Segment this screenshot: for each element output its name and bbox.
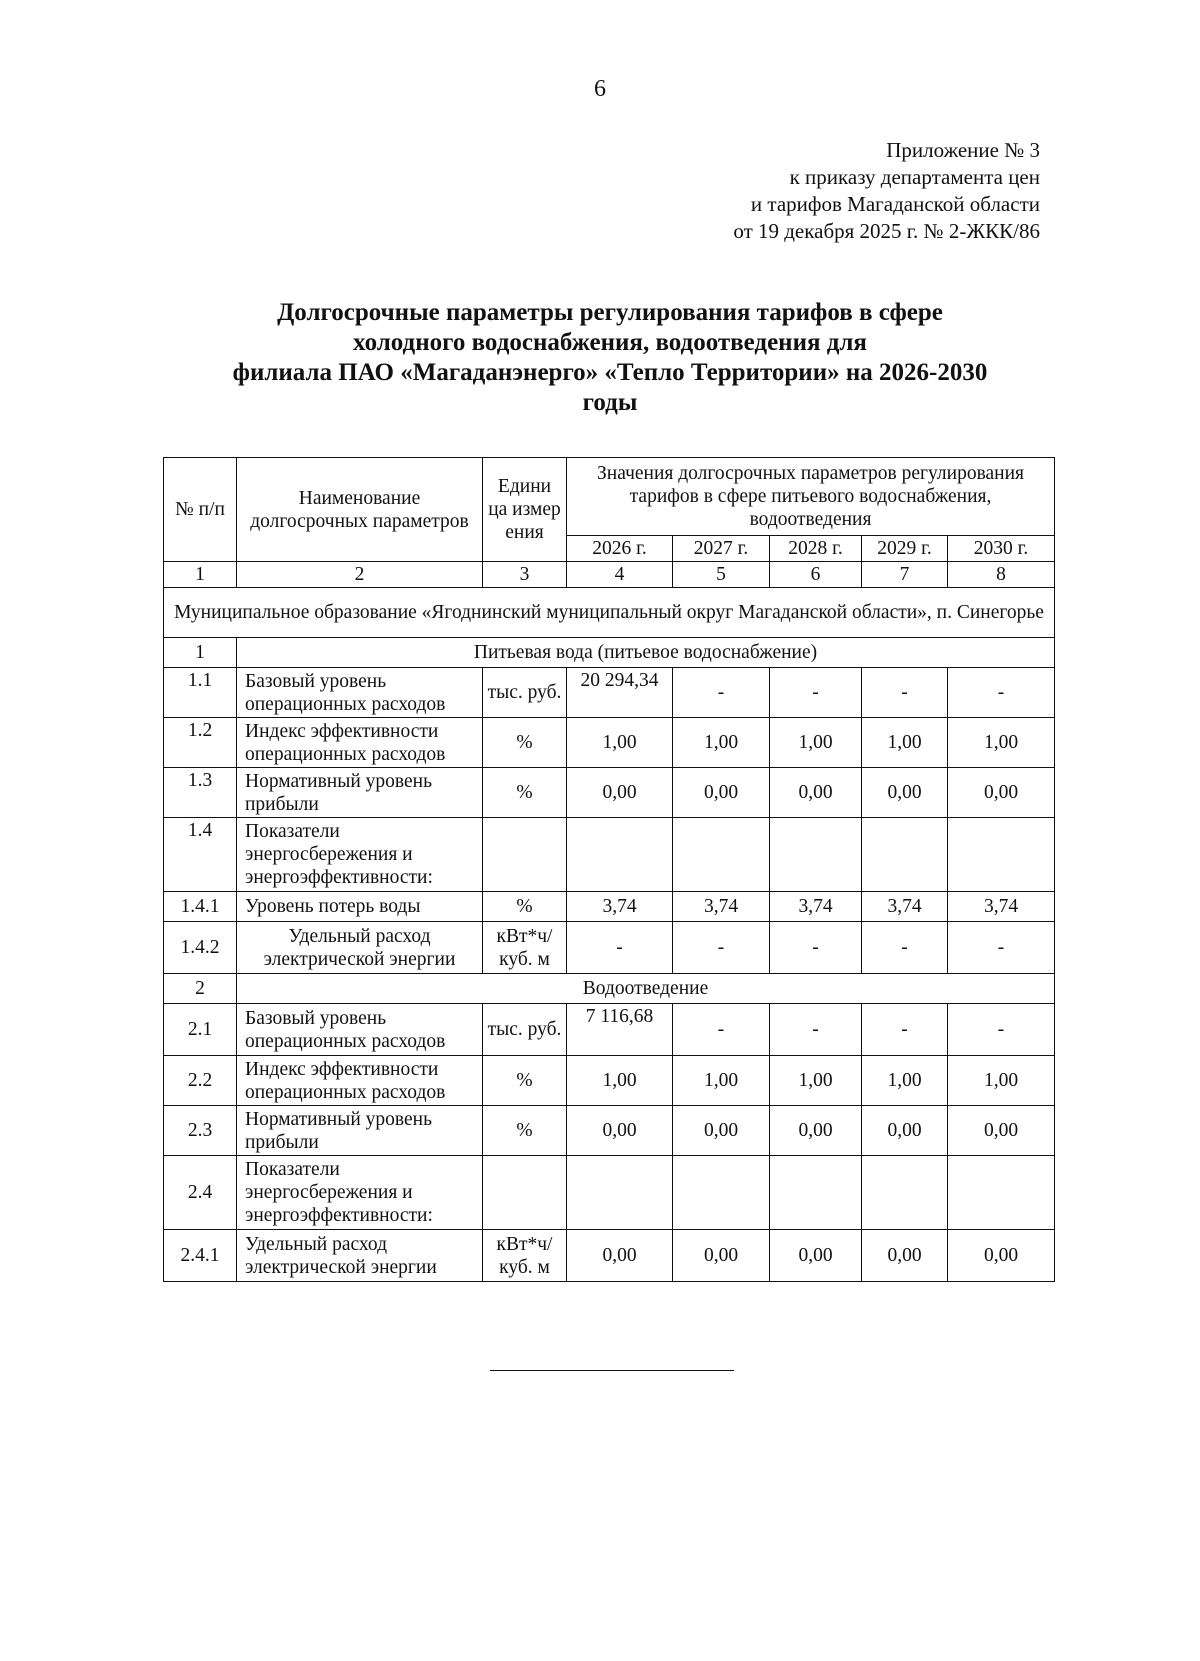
row-unit <box>483 1156 567 1230</box>
row-name: Базовый уровень операционных расходов <box>237 668 483 718</box>
row-value: 0,00 <box>948 1230 1055 1282</box>
row-value: - <box>862 922 948 974</box>
header-num: № п/п <box>164 458 237 562</box>
row-value: 0,00 <box>770 1230 862 1282</box>
appendix-block <box>733 137 1040 245</box>
header-year: 2026 г. <box>567 536 673 562</box>
table-row <box>164 718 1055 768</box>
column-number: 8 <box>948 562 1055 588</box>
row-value: 1,00 <box>948 718 1055 768</box>
row-unit: кВт*ч/ куб. м <box>483 1230 567 1282</box>
table-row <box>164 1056 1055 1106</box>
header-year: 2027 г. <box>673 536 770 562</box>
row-value: 1,00 <box>673 718 770 768</box>
table-row <box>164 922 1055 974</box>
row-value: 0,00 <box>673 1230 770 1282</box>
row-value: 1,00 <box>567 1056 673 1106</box>
row-num: 1.3 <box>164 768 237 818</box>
row-value: 0,00 <box>673 768 770 818</box>
row-unit: % <box>483 768 567 818</box>
row-unit: % <box>483 1106 567 1156</box>
row-value <box>673 1156 770 1230</box>
row-value: - <box>673 668 770 718</box>
appendix-line: и тарифов Магаданской области <box>750 192 1040 216</box>
row-value: - <box>770 922 862 974</box>
column-number: 4 <box>567 562 673 588</box>
column-number: 3 <box>483 562 567 588</box>
table-row <box>164 1106 1055 1156</box>
row-num: 2.1 <box>164 1004 237 1056</box>
row-value: 0,00 <box>567 768 673 818</box>
row-value: 3,74 <box>770 892 862 922</box>
row-num: 2.4.1 <box>164 1230 237 1282</box>
table-row <box>164 1230 1055 1282</box>
header-year: 2029 г. <box>862 536 948 562</box>
row-value: 1,00 <box>673 1056 770 1106</box>
table-row <box>164 892 1055 922</box>
header-name: Наименование долгосрочных параметров <box>237 458 483 562</box>
row-value: 7 116,68 <box>567 1004 673 1056</box>
row-value <box>673 818 770 892</box>
row-value: - <box>948 668 1055 718</box>
row-value: 3,74 <box>862 892 948 922</box>
row-value <box>567 1156 673 1230</box>
row-unit: % <box>483 718 567 768</box>
section-title: Водоотведение <box>237 974 1055 1004</box>
header-year: 2030 г. <box>948 536 1055 562</box>
row-name: Показатели энергосбережения и энергоэффективности: <box>237 1156 483 1230</box>
row-value: 0,00 <box>862 1230 948 1282</box>
row-value: - <box>948 922 1055 974</box>
section-row <box>164 974 1055 1004</box>
row-value: 3,74 <box>948 892 1055 922</box>
appendix-line: от 19 декабря 2025 г. № 2-ЖКК/86 <box>733 219 1040 243</box>
table-row <box>164 818 1055 892</box>
row-name: Индекс эффективности операционных расходов <box>237 718 483 768</box>
column-number: 7 <box>862 562 948 588</box>
row-value: - <box>862 668 948 718</box>
row-unit: % <box>483 1056 567 1106</box>
row-value: 0,00 <box>673 1106 770 1156</box>
appendix-line: Приложение № 3 <box>886 138 1040 162</box>
section-row <box>164 638 1055 668</box>
row-value: - <box>770 668 862 718</box>
row-value: 1,00 <box>948 1056 1055 1106</box>
section-num: 1 <box>164 638 237 668</box>
row-name: Удельный расход электрической энергии <box>237 922 483 974</box>
row-value <box>770 818 862 892</box>
row-num: 1.2 <box>164 718 237 768</box>
row-unit: % <box>483 892 567 922</box>
row-num: 1.4.1 <box>164 892 237 922</box>
row-value <box>770 1156 862 1230</box>
row-value <box>862 818 948 892</box>
row-value: - <box>673 922 770 974</box>
row-name: Нормативный уровень прибыли <box>237 768 483 818</box>
row-name: Показатели энергосбережения и энергоэффективности: <box>237 818 483 892</box>
parameters-table <box>163 457 1055 1282</box>
table-row <box>164 768 1055 818</box>
row-value <box>862 1156 948 1230</box>
header-values-group: Значения долгосрочных параметров регулирования тарифов в сфере питьевого водоснабжения, водоотведения <box>567 458 1055 536</box>
table-row <box>164 1156 1055 1230</box>
row-value: 1,00 <box>770 718 862 768</box>
table-row <box>164 668 1055 718</box>
municipality-row: Муниципальное образование «Ягоднинский муниципальный округ Магаданской области», п. Синегорье <box>164 588 1055 638</box>
row-num: 2.3 <box>164 1106 237 1156</box>
row-name: Уровень потерь воды <box>237 892 483 922</box>
title-line: годы <box>582 389 638 416</box>
row-value: - <box>673 1004 770 1056</box>
header-unit: Едини ца измер ения <box>483 458 567 562</box>
row-value: - <box>770 1004 862 1056</box>
row-value: - <box>862 1004 948 1056</box>
closing-divider <box>490 1370 734 1371</box>
row-num: 1.4.2 <box>164 922 237 974</box>
appendix-line: к приказу департамента цен <box>789 165 1040 189</box>
row-value: 0,00 <box>567 1230 673 1282</box>
title-line: Долгосрочные параметры регулирования тарифов в сфере <box>277 299 943 326</box>
row-value: 0,00 <box>862 768 948 818</box>
row-value: - <box>948 1004 1055 1056</box>
row-value: 0,00 <box>948 1106 1055 1156</box>
page-number: 6 <box>594 76 606 102</box>
row-unit <box>483 818 567 892</box>
column-numbers-row <box>164 562 1055 588</box>
row-value: 1,00 <box>862 718 948 768</box>
title-line: филиала ПАО «Магаданэнерго» «Тепло Территории» на 2026-2030 <box>232 359 988 386</box>
column-number: 1 <box>164 562 237 588</box>
row-value: 0,00 <box>567 1106 673 1156</box>
row-num: 2.2 <box>164 1056 237 1106</box>
row-value <box>567 818 673 892</box>
row-value: 0,00 <box>770 1106 862 1156</box>
section-title: Питьевая вода (питьевое водоснабжение) <box>237 638 1055 668</box>
row-num: 2.4 <box>164 1156 237 1230</box>
row-value: 0,00 <box>948 768 1055 818</box>
header-year: 2028 г. <box>770 536 862 562</box>
row-unit: тыс. руб. <box>483 1004 567 1056</box>
row-value: 3,74 <box>567 892 673 922</box>
row-value: 3,74 <box>673 892 770 922</box>
row-name: Индекс эффективности операционных расходов <box>237 1056 483 1106</box>
row-value: 0,00 <box>862 1106 948 1156</box>
column-number: 2 <box>237 562 483 588</box>
row-value <box>948 1156 1055 1230</box>
row-num: 1.4 <box>164 818 237 892</box>
row-value: 1,00 <box>567 718 673 768</box>
row-unit: кВт*ч/ куб. м <box>483 922 567 974</box>
section-num: 2 <box>164 974 237 1004</box>
row-value: 1,00 <box>862 1056 948 1106</box>
row-value: 20 294,34 <box>567 668 673 718</box>
table-row <box>164 1004 1055 1056</box>
column-number: 5 <box>673 562 770 588</box>
row-unit: тыс. руб. <box>483 668 567 718</box>
column-number: 6 <box>770 562 862 588</box>
row-name: Базовый уровень операционных расходов <box>237 1004 483 1056</box>
row-name: Удельный расход электрической энергии <box>237 1230 483 1282</box>
row-value <box>948 818 1055 892</box>
row-num: 1.1 <box>164 668 237 718</box>
row-value: - <box>567 922 673 974</box>
title-line: холодного водоснабжения, водоотведения для <box>353 329 867 356</box>
row-value: 1,00 <box>770 1056 862 1106</box>
document-title <box>160 298 1060 418</box>
row-value: 0,00 <box>770 768 862 818</box>
row-name: Нормативный уровень прибыли <box>237 1106 483 1156</box>
